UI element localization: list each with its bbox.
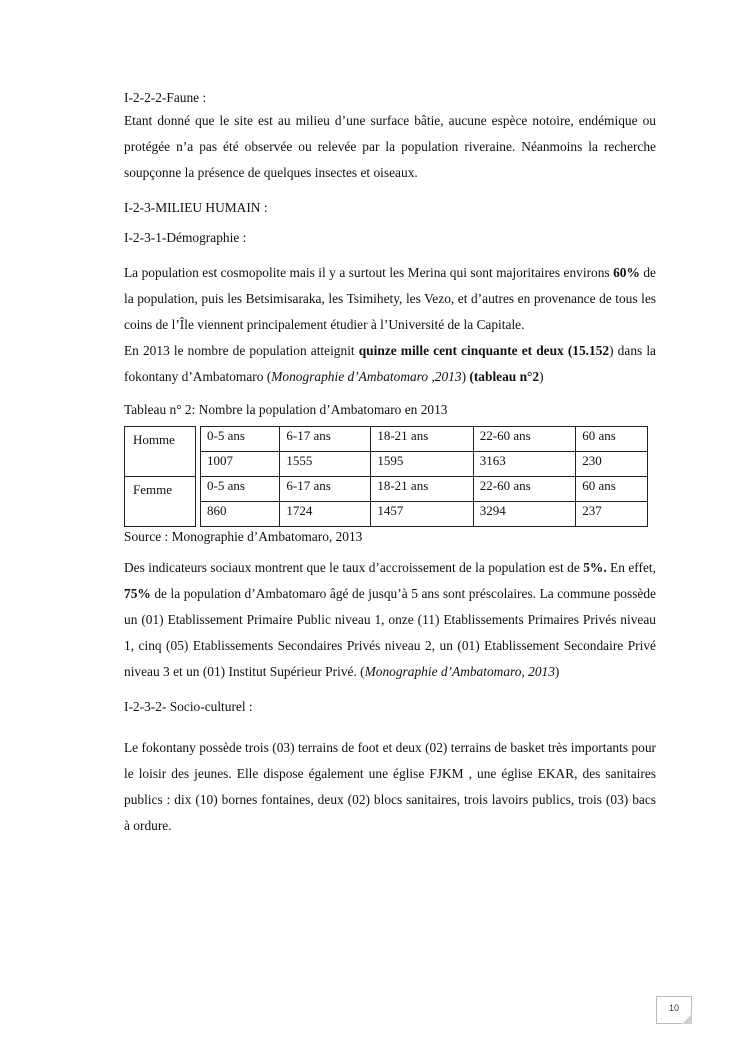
table-cell: 60 ans bbox=[576, 477, 648, 502]
table-cell: 1595 bbox=[371, 452, 473, 477]
demographie-paragraph-2: En 2013 le nombre de population atteignit quinze mille cent cinquante et deux (15.152) dans la fokontany d’Ambatomaro (Monographie d’Ambatomaro ,2013) (tableau n°2) bbox=[124, 343, 656, 384]
table-row bbox=[125, 452, 648, 477]
table-cell: 18-21 ans bbox=[371, 477, 473, 502]
table-cell: 1555 bbox=[280, 452, 371, 477]
table-cell: 237 bbox=[576, 502, 648, 527]
table-cell: 860 bbox=[201, 502, 280, 527]
table-cell: 3294 bbox=[473, 502, 575, 527]
demographie-heading: I-2-3-1-Démographie : bbox=[124, 230, 247, 245]
demographie-paragraph-1: La population est cosmopolite mais il y a surtout les Merina qui sont majoritaires environs 60% de la population, puis les Betsimisaraka, les Tsimihety, les Vezo, et d’autres en provenance de tous les coins de l’Île viennent principalement étudier à l’Université de la Capitale. bbox=[124, 265, 656, 332]
page-curl-icon bbox=[682, 1014, 692, 1024]
row-label-homme: Homme bbox=[125, 427, 196, 477]
table-cell: 60 ans bbox=[576, 427, 648, 452]
row-label-femme: Femme bbox=[125, 477, 196, 527]
table-row bbox=[125, 502, 648, 527]
document-page bbox=[124, 88, 656, 839]
table-cell: 230 bbox=[576, 452, 648, 477]
table-cell: 22-60 ans bbox=[473, 427, 575, 452]
table-cell: 6-17 ans bbox=[280, 477, 371, 502]
table-cell: 22-60 ans bbox=[473, 477, 575, 502]
population-table bbox=[124, 426, 648, 527]
milieu-humain-heading: I-2-3-MILIEU HUMAIN : bbox=[124, 200, 268, 215]
table-cell: 0-5 ans bbox=[201, 477, 280, 502]
table-row bbox=[125, 427, 648, 452]
faune-heading: I-2-2-2-Faune : bbox=[124, 90, 207, 105]
table-cell: 1457 bbox=[371, 502, 473, 527]
table-cell: 1007 bbox=[201, 452, 280, 477]
table-cell: 1724 bbox=[280, 502, 371, 527]
table-cell: 18-21 ans bbox=[371, 427, 473, 452]
indicateurs-paragraph: Des indicateurs sociaux montrent que le taux d’accroissement de la population est de 5%. En effet, 75% de la population d’Ambatomaro âgé de jusqu’à 5 ans sont préscolaires. La commune possède un (01) Etablissement Primaire Public niveau 1, onze (11) Etablissements Primaires Privés niveau 1, cinq (05) Etablissements Secondaires Privés niveau 2, un (01) Etablissement Secondaire Privé niveau 3 et un (01) Institut Supérieur Privé. (Monographie d’Ambatomaro, 2013) bbox=[124, 560, 656, 679]
page-number: 10 bbox=[668, 1003, 679, 1013]
socio-culturel-paragraph: Le fokontany possède trois (03) terrains de foot et deux (02) terrains de basket très importants pour le loisir des jeunes. Elle dispose également une église FJKM , une église EKAR, des sanitaires publics : dix (10) bornes fontaines, deux (02) blocs sanitaires, trois lavoirs publics, trois (03) bacs à ordure. bbox=[124, 740, 656, 833]
table-row bbox=[125, 477, 648, 502]
table-cell: 3163 bbox=[473, 452, 575, 477]
socio-culturel-heading: I-2-3-2- Socio-culturel : bbox=[124, 699, 253, 714]
page-number-box bbox=[656, 996, 692, 1024]
table-caption: Tableau n° 2: Nombre la population d’Ambatomaro en 2013 bbox=[124, 402, 448, 417]
table-source: Source : Monographie d’Ambatomaro, 2013 bbox=[124, 529, 363, 544]
faune-paragraph: Etant donné que le site est au milieu d’une surface bâtie, aucune espèce notoire, endémique ou protégée n’a pas été observée ou relevée par la population riveraine. Néanmoins la recherche soupçonne la présence de quelques insectes et oiseaux. bbox=[124, 113, 656, 180]
table-cell: 0-5 ans bbox=[201, 427, 280, 452]
table-cell: 6-17 ans bbox=[280, 427, 371, 452]
